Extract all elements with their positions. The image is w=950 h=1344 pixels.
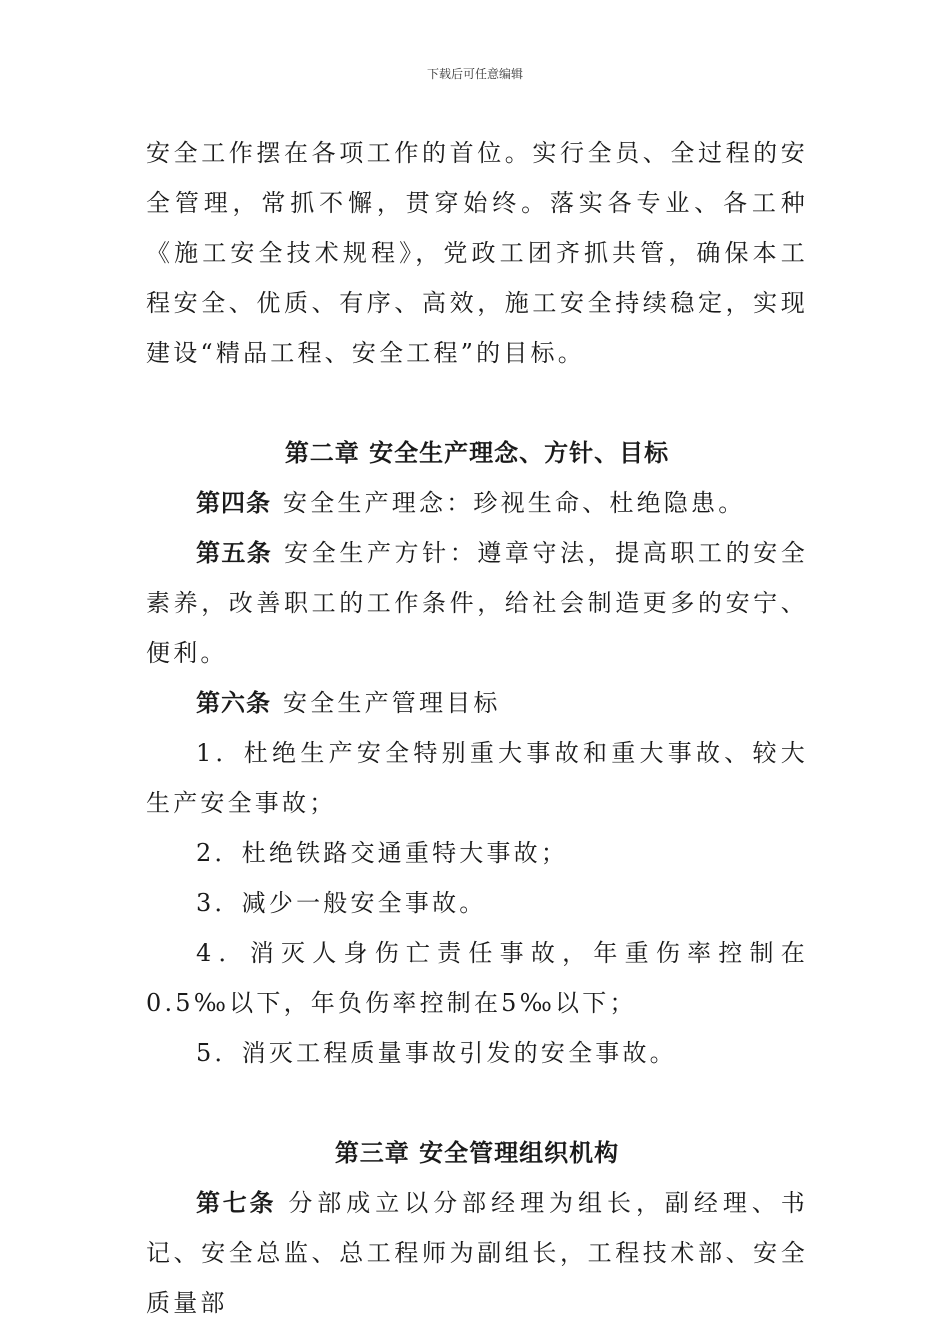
goal-item-4: 4．消灭人身伤亡责任事故，年重伤率控制在0.5‰以下，年负伤率控制在5‰以下； (146, 939, 808, 1017)
document-body (146, 128, 808, 1328)
goal-item-5: 5．消灭工程质量事故引发的安全事故。 (196, 1039, 677, 1067)
article-5-text: 安全生产方针：遵章守法，提高职工的安全素养，改善职工的工作条件，给社会制造更多的安宁、便利。 (146, 539, 808, 667)
article-4-text: 安全生产理念：珍视生命、杜绝隐患。 (283, 489, 746, 517)
article-5-label: 第五条 (196, 538, 273, 567)
article-6-text: 安全生产管理目标 (283, 689, 501, 717)
article-6 (146, 678, 808, 728)
goal-item-2: 2．杜绝铁路交通重特大事故； (196, 839, 569, 867)
goal-item-1: 1．杜绝生产安全特别重大事故和重大事故、较大生产安全事故； (146, 739, 808, 817)
chapter-2-title: 第二章 安全生产理念、方针、目标 (284, 438, 670, 467)
article-6-label: 第六条 (196, 688, 271, 717)
chapter-3-title: 第三章 安全管理组织机构 (334, 1138, 620, 1167)
article-4-label: 第四条 (196, 488, 271, 517)
download-note: 下载后可任意编辑 (426, 67, 523, 81)
article-7 (146, 1178, 808, 1328)
goal-item-3: 3．减少一般安全事故。 (196, 889, 487, 917)
article-4 (146, 478, 808, 528)
article-7-text: 分部成立以分部经理为组长，副经理、书记、安全总监、总工程师为副组长，工程技术部、安全质量部 (146, 1189, 808, 1317)
article-7-label: 第七条 (196, 1188, 277, 1217)
article-5 (146, 528, 808, 678)
intro-paragraph: 安全工作摆在各项工作的首位。实行全员、全过程的安全管理，常抓不懈，贯穿始终。落实各专业、各工种《施工安全技术规程》，党政工团齐抓共管，确保本工程安全、优质、有序、高效，施工安全持续稳定，实现建设“精品工程、安全工程”的目标。 (146, 139, 808, 367)
